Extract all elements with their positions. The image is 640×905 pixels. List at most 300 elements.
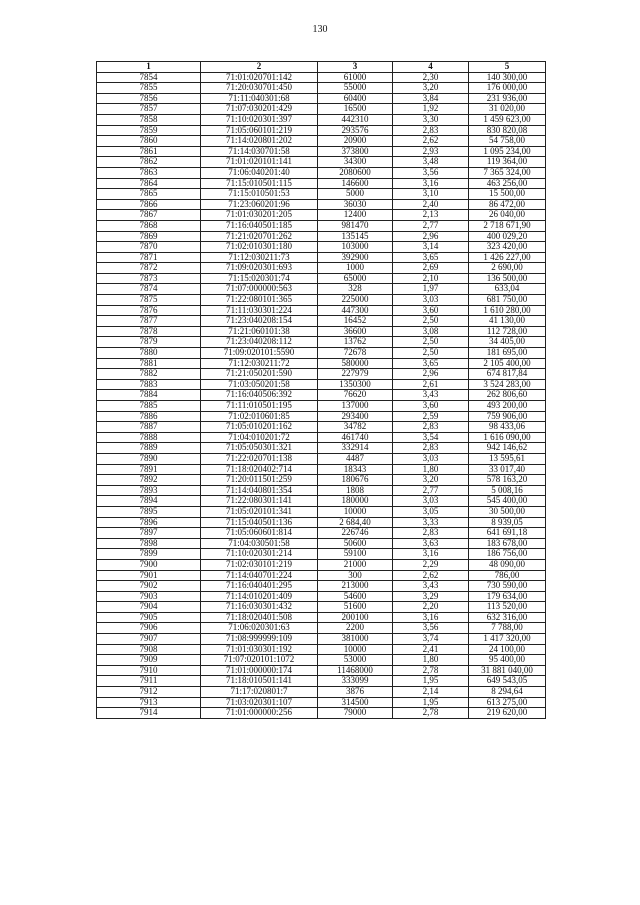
table-cell: 7869 — [97, 231, 201, 242]
table-cell: 7913 — [97, 697, 201, 708]
table-cell: 2,59 — [393, 411, 469, 422]
table-cell: 11468000 — [318, 665, 393, 676]
table-cell: 2,96 — [393, 369, 469, 380]
table-cell: 7871 — [97, 252, 201, 263]
table-cell: 7857 — [97, 104, 201, 115]
table-cell: 7895 — [97, 506, 201, 517]
header-row — [97, 62, 546, 73]
table-cell: 71:15:010501:53 — [201, 189, 318, 200]
table-cell: 71:01:020701:142 — [201, 72, 318, 83]
table-cell: 3,74 — [393, 634, 469, 645]
table-cell: 1,80 — [393, 464, 469, 475]
table-row — [97, 295, 546, 306]
table-cell: 12400 — [318, 210, 393, 221]
table-cell: 10000 — [318, 506, 393, 517]
table-row — [97, 348, 546, 359]
table-row — [97, 72, 546, 83]
table-cell: 7884 — [97, 390, 201, 401]
table-row — [97, 549, 546, 560]
table-cell: 71:04:030501:58 — [201, 538, 318, 549]
table-cell: 71:05:050301:321 — [201, 443, 318, 454]
table-cell: 2080600 — [318, 167, 393, 178]
table-cell: 21000 — [318, 559, 393, 570]
table-cell: 61000 — [318, 72, 393, 83]
table-cell: 3,20 — [393, 475, 469, 486]
table-cell: 613 275,00 — [469, 697, 546, 708]
table-cell: 328 — [318, 284, 393, 295]
table-cell: 71:05:020101:341 — [201, 506, 318, 517]
table-cell: 8 294,64 — [469, 687, 546, 698]
table-cell: 71:18:020401:508 — [201, 612, 318, 623]
table-row — [97, 284, 546, 295]
table-cell: 7868 — [97, 220, 201, 231]
page-number: 130 — [312, 24, 328, 35]
table-cell: 16500 — [318, 104, 393, 115]
table-cell: 2,77 — [393, 485, 469, 496]
table-cell: 632 316,00 — [469, 612, 546, 623]
table-cell: 16452 — [318, 316, 393, 327]
table-row — [97, 83, 546, 94]
table-cell: 1808 — [318, 485, 393, 496]
table-cell: 7864 — [97, 178, 201, 189]
table-cell: 71:11:030301:224 — [201, 305, 318, 316]
table-cell: 3,05 — [393, 506, 469, 517]
table-cell: 7910 — [97, 665, 201, 676]
table-cell: 71:05:010201:162 — [201, 422, 318, 433]
table-cell: 3,65 — [393, 358, 469, 369]
table-cell: 1,80 — [393, 655, 469, 666]
table-row — [97, 591, 546, 602]
table-cell: 2,10 — [393, 273, 469, 284]
table-cell: 323 420,00 — [469, 242, 546, 253]
table-cell: 578 163,20 — [469, 475, 546, 486]
table-cell: 7866 — [97, 199, 201, 210]
table-row — [97, 157, 546, 168]
table-row — [97, 432, 546, 443]
table-cell: 71:08:999999:109 — [201, 634, 318, 645]
table-cell: 633,04 — [469, 284, 546, 295]
column-header: 5 — [469, 62, 546, 73]
table-cell: 7891 — [97, 464, 201, 475]
table-cell: 24 100,00 — [469, 644, 546, 655]
table-cell: 7881 — [97, 358, 201, 369]
table-cell: 71:21:060101:38 — [201, 326, 318, 337]
table-cell: 71:16:040501:185 — [201, 220, 318, 231]
table-cell: 3876 — [318, 687, 393, 698]
table-cell: 3,30 — [393, 114, 469, 125]
table-cell: 30 500,00 — [469, 506, 546, 517]
table-cell: 1 417 320,00 — [469, 634, 546, 645]
table-cell: 463 256,00 — [469, 178, 546, 189]
table-cell: 71:04:010201:72 — [201, 432, 318, 443]
table-row — [97, 422, 546, 433]
table-cell: 7873 — [97, 273, 201, 284]
table-cell: 71:01:020101:141 — [201, 157, 318, 168]
table-cell: 10000 — [318, 644, 393, 655]
table-cell: 493 200,00 — [469, 401, 546, 412]
table-row — [97, 411, 546, 422]
table-cell: 36600 — [318, 326, 393, 337]
table-cell: 3,43 — [393, 581, 469, 592]
table-cell: 71:05:060101:219 — [201, 125, 318, 136]
table-cell: 7905 — [97, 612, 201, 623]
table-cell: 730 590,00 — [469, 581, 546, 592]
table-cell: 7863 — [97, 167, 201, 178]
table-cell: 213000 — [318, 581, 393, 592]
table-cell: 71:05:060601:814 — [201, 528, 318, 539]
table-cell: 7862 — [97, 157, 201, 168]
table-cell: 54600 — [318, 591, 393, 602]
table-cell: 3,14 — [393, 242, 469, 253]
table-cell: 71:18:020402:714 — [201, 464, 318, 475]
table-row — [97, 676, 546, 687]
table-cell: 71:03:020301:107 — [201, 697, 318, 708]
table-cell: 71:07:030201:429 — [201, 104, 318, 115]
table-cell: 3,03 — [393, 496, 469, 507]
table-cell: 71:23:040208:154 — [201, 316, 318, 327]
table-cell: 2,14 — [393, 687, 469, 698]
table-cell: 2 690,00 — [469, 263, 546, 274]
table-cell: 2200 — [318, 623, 393, 634]
table-row — [97, 464, 546, 475]
table-cell: 5000 — [318, 189, 393, 200]
table-cell: 95 400,00 — [469, 655, 546, 666]
table-cell: 71:06:040201:40 — [201, 167, 318, 178]
table-cell: 7880 — [97, 348, 201, 359]
table-cell: 7902 — [97, 581, 201, 592]
table-cell: 5 008,16 — [469, 485, 546, 496]
table-cell: 71:10:020301:397 — [201, 114, 318, 125]
table-cell: 1 095 234,00 — [469, 146, 546, 157]
table-cell: 373800 — [318, 146, 393, 157]
table-cell: 71:11:010501:195 — [201, 401, 318, 412]
table-body — [97, 72, 546, 718]
table-cell: 461740 — [318, 432, 393, 443]
table-row — [97, 665, 546, 676]
table-cell: 219 620,00 — [469, 708, 546, 719]
table-cell: 71:06:020301:63 — [201, 623, 318, 634]
table-row — [97, 305, 546, 316]
table-cell: 7899 — [97, 549, 201, 560]
table-cell: 4487 — [318, 453, 393, 464]
table-cell: 183 678,00 — [469, 538, 546, 549]
column-header: 2 — [201, 62, 318, 73]
table-cell: 1,95 — [393, 697, 469, 708]
table-cell: 71:15:010501:115 — [201, 178, 318, 189]
table-cell: 7903 — [97, 591, 201, 602]
table-cell: 981470 — [318, 220, 393, 231]
table-cell: 71:17:020801:7 — [201, 687, 318, 698]
table-row — [97, 644, 546, 655]
table-cell: 98 433,06 — [469, 422, 546, 433]
table-cell: 7859 — [97, 125, 201, 136]
table-cell: 13 595,61 — [469, 453, 546, 464]
table-cell: 7908 — [97, 644, 201, 655]
table-cell: 3,63 — [393, 538, 469, 549]
table-row — [97, 559, 546, 570]
table-cell: 1,92 — [393, 104, 469, 115]
table-cell: 641 691,18 — [469, 528, 546, 539]
table-cell: 180676 — [318, 475, 393, 486]
table-cell: 71:03:050201:58 — [201, 379, 318, 390]
table-cell: 71:01:000000:256 — [201, 708, 318, 719]
table-cell: 3,33 — [393, 517, 469, 528]
table-cell: 50600 — [318, 538, 393, 549]
table-cell: 103000 — [318, 242, 393, 253]
table-row — [97, 273, 546, 284]
table-row — [97, 93, 546, 104]
table-cell: 2 105 400,00 — [469, 358, 546, 369]
table-cell: 333099 — [318, 676, 393, 687]
table-cell: 71:11:040301:68 — [201, 93, 318, 104]
column-header: 3 — [318, 62, 393, 73]
table-cell: 140 300,00 — [469, 72, 546, 83]
table-cell: 2,62 — [393, 136, 469, 147]
table-cell: 681 750,00 — [469, 295, 546, 306]
table-cell: 442310 — [318, 114, 393, 125]
table-cell: 314500 — [318, 697, 393, 708]
table-cell: 2,50 — [393, 348, 469, 359]
table-row — [97, 146, 546, 157]
table-cell: 3,03 — [393, 295, 469, 306]
table-cell: 3,65 — [393, 252, 469, 263]
table-row — [97, 570, 546, 581]
table-cell: 300 — [318, 570, 393, 581]
table-cell: 71:20:030701:450 — [201, 83, 318, 94]
table-row — [97, 655, 546, 666]
table-cell: 135145 — [318, 231, 393, 242]
table-cell: 72678 — [318, 348, 393, 359]
table-row — [97, 538, 546, 549]
table-cell: 71:01:000000:174 — [201, 665, 318, 676]
table-row — [97, 358, 546, 369]
table-cell: 3,56 — [393, 623, 469, 634]
table-cell: 7875 — [97, 295, 201, 306]
table-cell: 71:07:020101:1072 — [201, 655, 318, 666]
table-cell: 36030 — [318, 199, 393, 210]
table-row — [97, 125, 546, 136]
table-cell: 71:16:040401:295 — [201, 581, 318, 592]
table-cell: 7886 — [97, 411, 201, 422]
table-row — [97, 178, 546, 189]
table-row — [97, 231, 546, 242]
table-row — [97, 612, 546, 623]
table-row — [97, 242, 546, 253]
table-cell: 3,16 — [393, 178, 469, 189]
table-cell: 3,48 — [393, 157, 469, 168]
table-cell: 231 936,00 — [469, 93, 546, 104]
table-cell: 2,77 — [393, 220, 469, 231]
table-row — [97, 390, 546, 401]
table-cell: 48 090,00 — [469, 559, 546, 570]
table-cell: 55000 — [318, 83, 393, 94]
table-cell: 674 817,84 — [469, 369, 546, 380]
table-row — [97, 167, 546, 178]
table-row — [97, 634, 546, 645]
table-cell: 3,60 — [393, 305, 469, 316]
table-cell: 119 364,00 — [469, 157, 546, 168]
table-cell: 3,54 — [393, 432, 469, 443]
table-cell: 7887 — [97, 422, 201, 433]
table-cell: 7896 — [97, 517, 201, 528]
table-row — [97, 136, 546, 147]
table-cell: 7904 — [97, 602, 201, 613]
table-cell: 2,96 — [393, 231, 469, 242]
table-cell: 7876 — [97, 305, 201, 316]
table-cell: 1,97 — [393, 284, 469, 295]
table-cell: 7872 — [97, 263, 201, 274]
table-cell: 2,83 — [393, 125, 469, 136]
table-cell: 3,56 — [393, 167, 469, 178]
table-cell: 3,16 — [393, 549, 469, 560]
table-cell: 1 426 227,00 — [469, 252, 546, 263]
table-cell: 7909 — [97, 655, 201, 666]
table-cell: 7893 — [97, 485, 201, 496]
table-cell: 545 400,00 — [469, 496, 546, 507]
table-row — [97, 517, 546, 528]
table-cell: 18343 — [318, 464, 393, 475]
table-cell: 76620 — [318, 390, 393, 401]
table-row — [97, 252, 546, 263]
table-cell: 71:02:010601:85 — [201, 411, 318, 422]
table-cell: 7 788,00 — [469, 623, 546, 634]
table-cell: 3,84 — [393, 93, 469, 104]
table-row — [97, 475, 546, 486]
table-row — [97, 114, 546, 125]
table-cell: 71:18:010501:141 — [201, 676, 318, 687]
table-cell: 7897 — [97, 528, 201, 539]
table-cell: 31 881 040,00 — [469, 665, 546, 676]
table-cell: 3,43 — [393, 390, 469, 401]
table-cell: 7892 — [97, 475, 201, 486]
data-table — [96, 61, 546, 719]
table-cell: 181 695,00 — [469, 348, 546, 359]
table-cell: 71:21:050201:590 — [201, 369, 318, 380]
table-row — [97, 316, 546, 327]
table-cell: 7889 — [97, 443, 201, 454]
table-cell: 86 472,00 — [469, 199, 546, 210]
table-row — [97, 337, 546, 348]
table-row — [97, 485, 546, 496]
table-row — [97, 189, 546, 200]
table-cell: 392900 — [318, 252, 393, 263]
table-cell: 7912 — [97, 687, 201, 698]
table-cell: 71:23:060201:96 — [201, 199, 318, 210]
table-cell: 7878 — [97, 326, 201, 337]
table-cell: 53000 — [318, 655, 393, 666]
table-row — [97, 220, 546, 231]
table-header — [97, 62, 546, 73]
table-cell: 7 365 324,00 — [469, 167, 546, 178]
table-row — [97, 697, 546, 708]
table-cell: 3,29 — [393, 591, 469, 602]
table-cell: 71:22:080101:365 — [201, 295, 318, 306]
table-cell: 7860 — [97, 136, 201, 147]
table-cell: 400 029,20 — [469, 231, 546, 242]
table-cell: 332914 — [318, 443, 393, 454]
table-cell: 71:23:040208:112 — [201, 337, 318, 348]
table-cell: 1 610 280,00 — [469, 305, 546, 316]
table-cell: 226746 — [318, 528, 393, 539]
table-cell: 7861 — [97, 146, 201, 157]
table-cell: 137000 — [318, 401, 393, 412]
table-cell: 447300 — [318, 305, 393, 316]
table-cell: 7907 — [97, 634, 201, 645]
table-cell: 7856 — [97, 93, 201, 104]
table-cell: 8 939,05 — [469, 517, 546, 528]
table-cell: 65000 — [318, 273, 393, 284]
table-row — [97, 326, 546, 337]
table-cell: 179 634,00 — [469, 591, 546, 602]
table-cell: 71:01:030201:205 — [201, 210, 318, 221]
table-cell: 7877 — [97, 316, 201, 327]
table-cell: 176 000,00 — [469, 83, 546, 94]
table-cell: 7906 — [97, 623, 201, 634]
table-row — [97, 379, 546, 390]
table-cell: 71:22:020701:138 — [201, 453, 318, 464]
table-cell: 3,03 — [393, 453, 469, 464]
table-cell: 113 520,00 — [469, 602, 546, 613]
table-cell: 7879 — [97, 337, 201, 348]
table-row — [97, 496, 546, 507]
table-cell: 225000 — [318, 295, 393, 306]
table-cell: 112 728,00 — [469, 326, 546, 337]
table-cell: 3,60 — [393, 401, 469, 412]
table-cell: 7870 — [97, 242, 201, 253]
table-cell: 26 040,00 — [469, 210, 546, 221]
table-cell: 2 718 671,90 — [469, 220, 546, 231]
table-cell: 830 820,08 — [469, 125, 546, 136]
table-cell: 7914 — [97, 708, 201, 719]
table-cell: 2,40 — [393, 199, 469, 210]
table-cell: 2,69 — [393, 263, 469, 274]
table-cell: 2,62 — [393, 570, 469, 581]
table-cell: 381000 — [318, 634, 393, 645]
table-cell: 71:09:020301:693 — [201, 263, 318, 274]
table-cell: 3,10 — [393, 189, 469, 200]
table-cell: 71:14:030701:58 — [201, 146, 318, 157]
table-cell: 71:14:040701:224 — [201, 570, 318, 581]
table-cell: 3 524 283,00 — [469, 379, 546, 390]
table-cell: 33 017,40 — [469, 464, 546, 475]
table-cell: 71:02:010301:180 — [201, 242, 318, 253]
table-cell: 1 459 623,00 — [469, 114, 546, 125]
table-cell: 1000 — [318, 263, 393, 274]
table-cell: 41 130,00 — [469, 316, 546, 327]
table-cell: 200100 — [318, 612, 393, 623]
table-cell: 2 684,40 — [318, 517, 393, 528]
table-cell: 1350300 — [318, 379, 393, 390]
table-cell: 3,08 — [393, 326, 469, 337]
table-cell: 71:09:020101:5590 — [201, 348, 318, 359]
table-row — [97, 687, 546, 698]
table-row — [97, 199, 546, 210]
table-cell: 13762 — [318, 337, 393, 348]
table-row — [97, 602, 546, 613]
table-cell: 649 543,05 — [469, 676, 546, 687]
table-cell: 71:12:030211:72 — [201, 358, 318, 369]
table-cell: 59100 — [318, 549, 393, 560]
table-cell: 136 500,00 — [469, 273, 546, 284]
table-cell: 2,50 — [393, 316, 469, 327]
table-cell: 262 806,60 — [469, 390, 546, 401]
table-row — [97, 443, 546, 454]
table-cell: 7865 — [97, 189, 201, 200]
table-row — [97, 401, 546, 412]
table-cell: 71:02:030101:219 — [201, 559, 318, 570]
table-cell: 71:10:020301:214 — [201, 549, 318, 560]
table-cell: 2,30 — [393, 72, 469, 83]
